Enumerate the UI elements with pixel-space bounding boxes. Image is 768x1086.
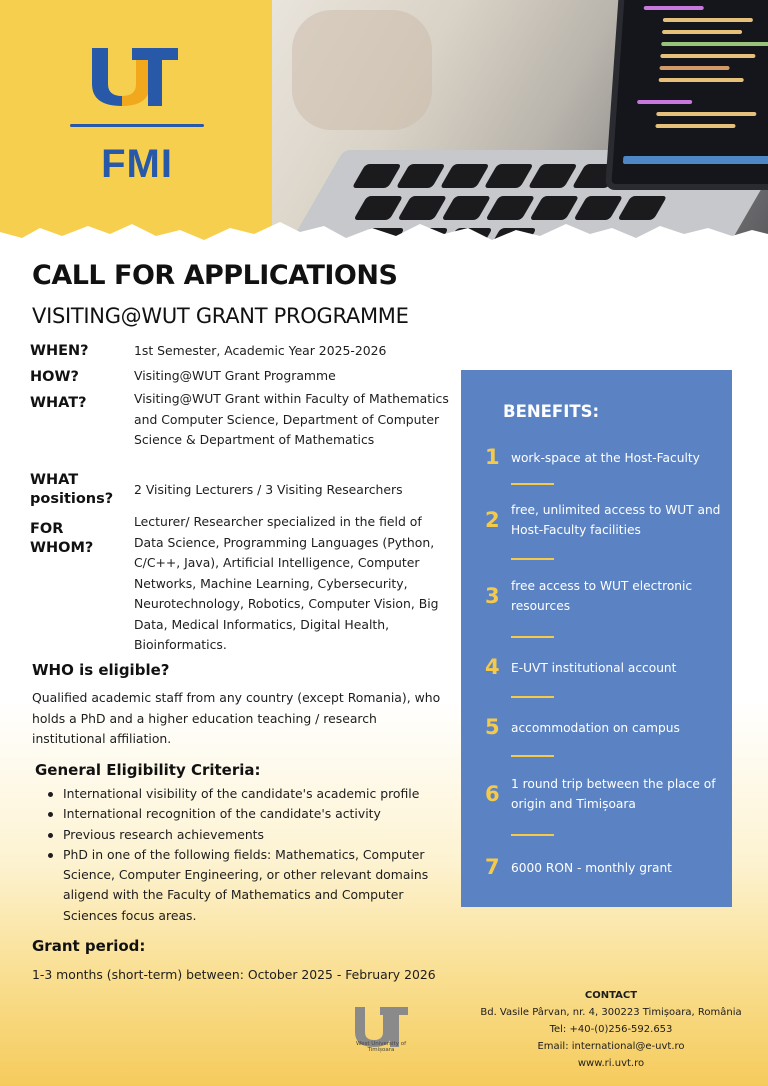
how-value: Visiting@WUT Grant Programme: [134, 368, 336, 383]
how-label: HOW?: [30, 369, 79, 385]
eligible-heading: WHO is eligible?: [32, 661, 170, 679]
benefit-separator: [511, 755, 554, 757]
grant-heading: Grant period:: [32, 937, 146, 955]
fmi-logo-text: FMI: [101, 142, 173, 186]
benefit-separator: [511, 483, 554, 485]
benefit-number: 7: [485, 855, 500, 879]
criteria-list: [48, 784, 448, 926]
benefit-separator: [511, 834, 554, 836]
when-label: WHEN?: [30, 343, 89, 359]
page-subtitle: VISITING@WUT GRANT PROGRAMME: [32, 304, 409, 328]
benefit-text: E-UVT institutional account: [511, 661, 677, 675]
positions-value: 2 Visiting Lecturers / 3 Visiting Researchers: [134, 482, 403, 497]
criteria-item: Previous research achievements: [48, 825, 448, 845]
benefit-number: 1: [485, 445, 500, 469]
contact-phone: Tel: +40-(0)256-592.653: [549, 1024, 673, 1035]
criteria-item: PhD in one of the following fields: Mathematics, Computer Science, Computer Engineering, or other relevant domains aligend with the Faculty of Mathematics and Computer Sciences focus areas.: [48, 845, 448, 926]
laptop-screen: [605, 0, 768, 190]
criteria-heading: General Eligibility Criteria:: [35, 761, 261, 779]
torn-paper-edge: [0, 214, 768, 260]
positions-label: WHAT positions?: [30, 472, 114, 507]
laptop-photo: [272, 0, 768, 240]
what-label: WHAT?: [30, 395, 87, 411]
benefits-title: BENEFITS:: [503, 402, 600, 421]
grant-text: 1-3 months (short-term) between: October 2025 - February 2026: [32, 967, 436, 982]
for-whom-value: Lecturer/ Researcher specialized in the field of Data Science, Programming Languages (Python, C/C++, Java), Artificial Intelligence, Computer Networks, Machine Learning, Cybersecurity, Neurotechnology, Robotics, Computer Vision, Big Data, Medical Informatics, Digital Health, Bioinformatics.: [134, 514, 439, 652]
contact-website[interactable]: www.ri.uvt.ro: [577, 1058, 645, 1069]
benefit-number: 2: [485, 508, 500, 532]
what-value: Visiting@WUT Grant within Faculty of Mathematics and Computer Science, Department of Computer Science & Department of Mathematics: [134, 391, 449, 447]
page-title: CALL FOR APPLICATIONS: [32, 260, 398, 291]
logo-divider: [70, 124, 204, 127]
benefit-separator: [511, 558, 554, 560]
benefit-separator: [511, 696, 554, 698]
contact-block: [470, 987, 752, 1072]
uvt-logo-icon: [88, 44, 180, 110]
contact-email[interactable]: Email: international@e-uvt.ro: [537, 1041, 685, 1052]
benefit-separator: [511, 636, 554, 638]
header: [0, 0, 768, 255]
criteria-item: International visibility of the candidate's academic profile: [48, 784, 448, 804]
contact-address: Bd. Vasile Pârvan, nr. 4, 300223 Timișoara, România: [480, 1007, 742, 1018]
yellow-banner: [0, 0, 272, 240]
eligible-text: Qualified academic staff from any country (except Romania), who holds a PhD and a higher education teaching / research institutional affiliation.: [32, 690, 441, 746]
benefit-text: work-space at the Host-Faculty: [511, 451, 700, 465]
benefit-number: 4: [485, 655, 500, 679]
benefit-text: 6000 RON - monthly grant: [511, 861, 672, 875]
benefit-text: accommodation on campus: [511, 721, 680, 735]
benefit-number: 5: [485, 715, 500, 739]
benefit-number: 3: [485, 584, 500, 608]
benefits-panel: [461, 370, 732, 907]
photo-background-blur: [292, 10, 432, 130]
for-whom-label: FOR WHOM?: [30, 521, 94, 556]
when-value: 1st Semester, Academic Year 2025-2026: [134, 343, 387, 358]
criteria-item: International recognition of the candidate's activity: [48, 804, 448, 824]
benefit-text: 1 round trip between the place of origin and Timișoara: [511, 777, 716, 811]
benefit-number: 6: [485, 782, 500, 806]
contact-title: CONTACT: [584, 990, 638, 1001]
benefit-text: free, unlimited access to WUT and Host-Faculty facilities: [511, 503, 721, 537]
benefit-text: free access to WUT electronic resources: [511, 579, 693, 613]
footer-logo-caption: West University of Timișoara: [355, 1041, 407, 1053]
